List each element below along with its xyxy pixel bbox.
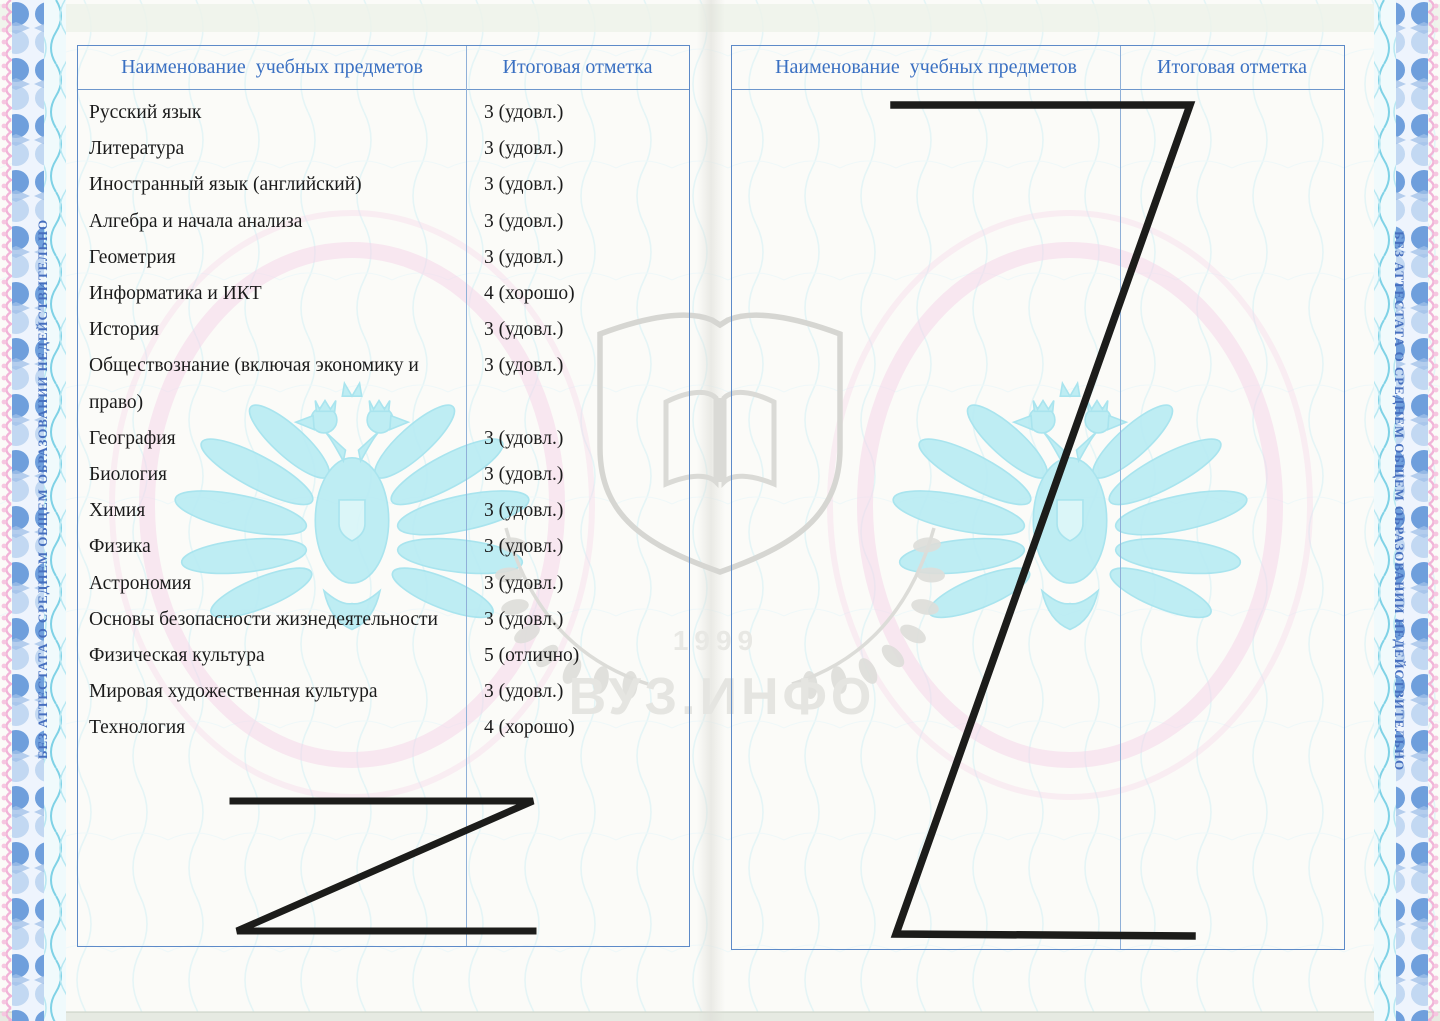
grade-cell: 3 (удовл.): [484, 427, 564, 449]
subject-cell: Информатика и ИКТ: [89, 283, 262, 305]
table-row: [78, 638, 689, 674]
grade-cell: 3 (удовл.): [484, 572, 564, 594]
subject-cell: Литература: [89, 138, 185, 160]
grade-cell: 3 (удовл.): [484, 536, 564, 558]
security-text-left: БЕЗ АТТЕСТАТА О СРЕДНЕМ ОБЩЕМ ОБРАЗОВАНИИ НЕДЕЙСТВИТЕЛЬНО: [35, 218, 50, 760]
security-edge-right: [1374, 0, 1440, 1021]
subject-cell: Физическая культура: [89, 645, 265, 667]
grade-cell: 5 (отлично): [484, 645, 580, 667]
table-row: [78, 131, 689, 167]
subject-cell: Иностранный язык (английский): [89, 174, 362, 196]
grades-table-right-page: [731, 45, 1345, 950]
grade-cell: 3 (удовл.): [484, 174, 564, 196]
page-fold: [697, 0, 725, 1021]
column-divider: [466, 46, 467, 946]
table-row: [78, 421, 689, 457]
grade-cell: 3 (удовл.): [484, 138, 564, 160]
table-row: [78, 204, 689, 240]
subject-cell: Биология: [89, 464, 168, 486]
grade-cell: 3 (удовл.): [484, 464, 564, 486]
subject-cell: Основы безопасности жизнедеятельности: [89, 608, 438, 630]
grade-cell: 3 (удовл.): [484, 500, 564, 522]
table-row: [78, 95, 689, 131]
table-row: [78, 348, 689, 420]
subjects-column-header: Наименование учебных предметов: [775, 56, 1077, 78]
table-row: [78, 529, 689, 565]
table-header-row: [732, 46, 1344, 90]
grade-column-header: Итоговая отметка: [502, 56, 653, 78]
table-row: [78, 493, 689, 529]
watermark-year: 1999: [672, 625, 760, 656]
grade-cell: 3 (удовл.): [484, 608, 564, 630]
grade-cell: 4 (хорошо): [484, 717, 575, 739]
subject-cell: Геометрия: [89, 246, 176, 268]
subject-cell: Химия: [89, 500, 146, 522]
table-row: [78, 602, 689, 638]
table-row: [78, 276, 689, 312]
subject-cell: Технология: [89, 717, 186, 739]
subject-cell: Алгебра и начала анализа: [89, 210, 303, 232]
grades-table-left-page: [77, 45, 690, 947]
subject-cell: Физика: [89, 536, 151, 558]
security-edge-left: [0, 0, 66, 1021]
table-row: [78, 674, 689, 710]
table-row: [78, 457, 689, 493]
grade-cell: 3 (удовл.): [484, 246, 564, 268]
security-text-right: БЕЗ АТТЕСТАТА О СРЕДНЕМ ОБЩЕМ ОБРАЗОВАНИИ НЕДЕЙСТВИТЕЛЬНО: [1392, 230, 1407, 772]
table-row: [78, 312, 689, 348]
grade-cell: 3 (удовл.): [484, 210, 564, 232]
table-row: [78, 566, 689, 602]
table-body: [78, 90, 689, 747]
subject-cell: География: [89, 427, 176, 449]
subject-cell: Мировая художественная культура: [89, 681, 378, 703]
subject-cell: Астрономия: [89, 572, 192, 594]
grade-column-header: Итоговая отметка: [1157, 56, 1307, 78]
table-body: [732, 90, 1344, 95]
subject-cell: Обществознание (включая экономику и право): [89, 355, 419, 413]
table-row: [78, 167, 689, 203]
subject-cell: История: [89, 319, 159, 341]
grade-cell: 3 (удовл.): [484, 102, 564, 123]
watermark-brand: ВУЗ.ИНФО: [568, 668, 876, 726]
grade-cell: 3 (удовл.): [484, 355, 564, 377]
table-header-row: [78, 46, 689, 90]
grade-cell: 4 (хорошо): [484, 283, 575, 305]
column-divider: [1120, 46, 1121, 949]
subjects-column-header: Наименование учебных предметов: [121, 56, 423, 78]
grade-cell: 3 (удовл.): [484, 319, 564, 341]
table-row: [78, 240, 689, 276]
table-row: [78, 710, 689, 746]
subject-cell: Русский язык: [89, 102, 202, 123]
grade-cell: 3 (удовл.): [484, 681, 564, 703]
